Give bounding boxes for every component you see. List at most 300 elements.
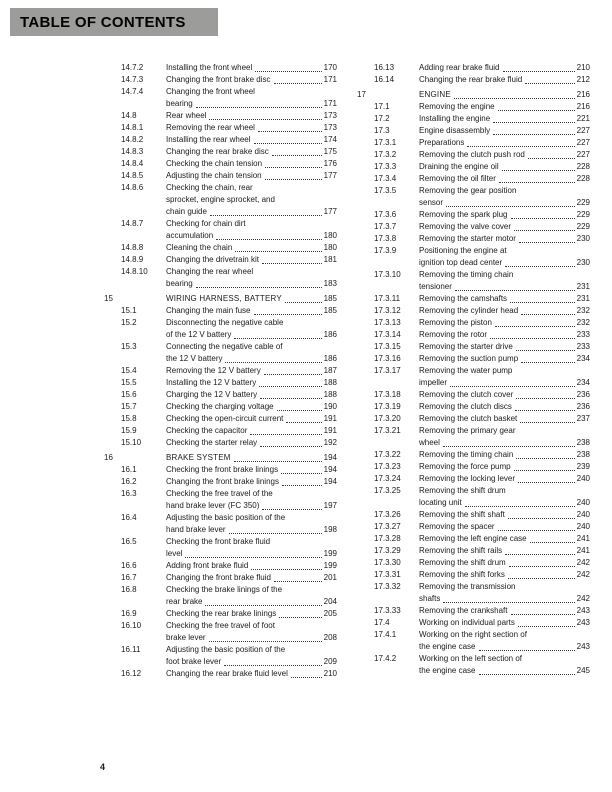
- toc-entry[interactable]: [357, 233, 590, 245]
- toc-entry-title: Removing the clutch cover: [419, 390, 514, 399]
- dot-leader: [234, 338, 321, 339]
- toc-entry[interactable]: [104, 572, 337, 584]
- toc-entry-number: 17.3.28: [374, 534, 401, 543]
- toc-entry-page: 194: [323, 477, 337, 486]
- toc-entry-number: 17.4.2: [374, 654, 397, 663]
- toc-entry-title: Changing the front brake linings: [166, 477, 279, 486]
- toc-column-left: [104, 62, 337, 680]
- toc-entry-number: 17.3.23: [374, 462, 401, 471]
- toc-entry-number: 17.3.15: [374, 342, 401, 351]
- toc-entry-page: 186: [323, 354, 337, 363]
- toc-entry-number: 17.3.2: [374, 150, 397, 159]
- toc-entry-page: 228: [576, 174, 590, 183]
- toc-entry-page: 183: [323, 279, 337, 288]
- toc-entry[interactable]: [357, 653, 590, 677]
- toc-entry-title: Checking the starter relay: [166, 438, 258, 447]
- toc-entry[interactable]: [357, 605, 590, 617]
- toc-entry-page: 204: [323, 597, 337, 606]
- toc-entry-number: 17.3.31: [374, 570, 401, 579]
- toc-entry-title: Preparations: [419, 138, 465, 147]
- toc-entry[interactable]: [104, 413, 337, 425]
- dot-leader: [264, 374, 322, 375]
- toc-entry-title: Removing the camshafts: [419, 294, 508, 303]
- toc-entry-number: 15.10: [121, 438, 142, 447]
- toc-entry-title: Removing the crankshaft: [419, 606, 508, 615]
- toc-entry-title: Removing the locking lever: [419, 474, 516, 483]
- toc-entry-number: 17.3.9: [374, 246, 397, 255]
- dot-leader: [498, 110, 575, 111]
- toc-entry-page: 241: [576, 534, 590, 543]
- toc-entry-title: hand brake lever (FC 350): [166, 501, 260, 510]
- toc-entry-page: 236: [576, 390, 590, 399]
- toc-entry-title: Changing the front brake fluid: [166, 573, 271, 582]
- toc-entry-page: 234: [576, 378, 590, 387]
- toc-entry[interactable]: [357, 425, 590, 449]
- toc-entry-number: 16.6: [121, 561, 137, 570]
- toc-entry-number: 15.3: [121, 342, 137, 351]
- toc-entry[interactable]: [104, 452, 337, 464]
- toc-entry-title: Rear wheel: [166, 111, 207, 120]
- toc-entry-title: level: [166, 549, 183, 558]
- toc-entry-title: Removing the timing chain: [419, 270, 514, 279]
- toc-entry-number: 17.3.29: [374, 546, 401, 555]
- toc-entry-page: 243: [576, 606, 590, 615]
- toc-entry-page: 188: [323, 390, 337, 399]
- toc-entry[interactable]: [104, 170, 337, 182]
- dot-leader: [260, 398, 321, 399]
- toc-entry-title: Removing the gear position: [419, 186, 517, 195]
- toc-entry-page: 199: [323, 561, 337, 570]
- toc-entry[interactable]: [104, 401, 337, 413]
- toc-entry-number: 14.8.9: [121, 255, 144, 264]
- dot-leader: [291, 677, 322, 678]
- toc-entry[interactable]: [357, 305, 590, 317]
- dot-leader: [265, 179, 322, 180]
- dot-leader: [274, 581, 322, 582]
- toc-entry-number: 16.13: [374, 63, 395, 72]
- toc-entry-number: 16.1: [121, 465, 137, 474]
- dot-leader: [235, 251, 321, 252]
- toc-entry[interactable]: [104, 476, 337, 488]
- toc-entry-title: Removing the suction pump: [419, 354, 519, 363]
- toc-entry-number: 17.3.22: [374, 450, 401, 459]
- toc-entry-title: Connecting the negative cable of: [166, 342, 283, 351]
- dot-leader: [521, 314, 574, 315]
- toc-entry-title: Installing the 12 V battery: [166, 378, 257, 387]
- toc-entry-title: brake lever: [166, 633, 206, 642]
- toc-entry-number: 15.6: [121, 390, 137, 399]
- toc-entry-page: 227: [576, 138, 590, 147]
- toc-entry-number: 17.3.27: [374, 522, 401, 531]
- toc-entry-number: 16.8: [121, 585, 137, 594]
- toc-entry-title: bearing: [166, 99, 193, 108]
- toc-entry-title: Working on the left section of: [419, 654, 523, 663]
- toc-entry[interactable]: [104, 560, 337, 572]
- dot-leader: [503, 71, 575, 72]
- toc-entry[interactable]: [357, 473, 590, 485]
- toc-entry[interactable]: [357, 545, 590, 557]
- toc-entry-page: 181: [323, 255, 337, 264]
- dot-leader: [530, 542, 575, 543]
- toc-entry-title: Changing the front brake disc: [166, 75, 271, 84]
- toc-entry[interactable]: [357, 569, 590, 581]
- toc-entry-title: Removing the starter drive: [419, 342, 513, 351]
- toc-entry-title: chain guide: [166, 207, 207, 216]
- dot-leader: [286, 422, 321, 423]
- toc-entry-title: rear brake: [166, 597, 203, 606]
- toc-entry[interactable]: [357, 449, 590, 461]
- toc-entry-title: Removing the engine: [419, 102, 495, 111]
- dot-leader: [281, 473, 322, 474]
- toc-entry-page: 242: [576, 558, 590, 567]
- toc-entry-title: sprocket, engine sprocket, and: [166, 195, 275, 204]
- dot-leader: [505, 554, 574, 555]
- toc-entry[interactable]: [104, 464, 337, 476]
- toc-entry-title: Removing the 12 V battery: [166, 366, 261, 375]
- toc-entry-title: Changing the front wheel: [166, 87, 255, 96]
- dot-leader: [511, 614, 575, 615]
- toc-entry-page: 238: [576, 438, 590, 447]
- toc-entry-page: 209: [323, 657, 337, 666]
- page-title: TABLE OF CONTENTS: [20, 13, 186, 31]
- dot-leader: [520, 422, 574, 423]
- toc-entry-title: Adjusting the basic position of the: [166, 513, 286, 522]
- toc-entry-page: 240: [576, 510, 590, 519]
- toc-entry-number: 16.11: [121, 645, 141, 654]
- toc-entry-number: 15: [104, 294, 113, 303]
- toc-entry-title: Checking the chain, rear: [166, 183, 253, 192]
- toc-entry-title: Checking the charging voltage: [166, 402, 274, 411]
- toc-entry-page: 233: [576, 342, 590, 351]
- toc-entry[interactable]: [104, 536, 337, 560]
- toc-entry-title: Working on the right section of: [419, 630, 527, 639]
- toc-entry-page: 232: [576, 306, 590, 315]
- toc-entry-title: Removing the shift drum: [419, 486, 506, 495]
- toc-entry-page: 229: [576, 198, 590, 207]
- dot-leader: [205, 605, 321, 606]
- toc-entry[interactable]: [104, 317, 337, 341]
- toc-entry-number: 14.7.3: [121, 75, 144, 84]
- toc-entry[interactable]: [357, 137, 590, 149]
- toc-entry-page: 243: [576, 618, 590, 627]
- dot-leader: [185, 557, 321, 558]
- toc-entry[interactable]: [104, 122, 337, 134]
- toc-entry[interactable]: [357, 329, 590, 341]
- toc-entry[interactable]: [357, 317, 590, 329]
- dot-leader: [224, 665, 322, 666]
- toc-entry-page: 180: [323, 231, 337, 240]
- toc-entry[interactable]: [357, 89, 590, 101]
- dot-leader: [521, 362, 574, 363]
- toc-entry-page: 177: [323, 207, 337, 216]
- dot-leader: [282, 485, 322, 486]
- toc-entry-page: 188: [323, 378, 337, 387]
- dot-leader: [518, 482, 575, 483]
- toc-entry[interactable]: [104, 74, 337, 86]
- dot-leader: [495, 326, 575, 327]
- toc-entry-number: 17.3.14: [374, 330, 401, 339]
- toc-entry[interactable]: [357, 485, 590, 509]
- toc-entry[interactable]: [104, 377, 337, 389]
- toc-entry-title: Adjusting the basic position of the: [166, 645, 286, 654]
- toc-entry-page: 192: [323, 438, 337, 447]
- toc-entry-title: Adding rear brake fluid: [419, 63, 500, 72]
- toc-entry[interactable]: [104, 341, 337, 365]
- toc-entry-number: 17.3.21: [374, 426, 401, 435]
- toc-entry[interactable]: [104, 110, 337, 122]
- toc-entry[interactable]: [357, 125, 590, 137]
- toc-entry[interactable]: [104, 620, 337, 644]
- dot-leader: [514, 470, 575, 471]
- toc-entry-page: 197: [323, 501, 337, 510]
- toc-entry[interactable]: [357, 62, 590, 74]
- toc-entry-number: 17.3.16: [374, 354, 401, 363]
- toc-entry-page: 212: [576, 75, 590, 84]
- page-number: 4: [100, 762, 106, 772]
- toc-entry-page: 171: [323, 75, 337, 84]
- toc-entry-title: Removing the clutch discs: [419, 402, 512, 411]
- dot-leader: [498, 530, 575, 531]
- toc-entry[interactable]: [357, 629, 590, 653]
- toc-entry[interactable]: [104, 293, 337, 305]
- toc-entry-title: bearing: [166, 279, 193, 288]
- toc-entry[interactable]: [357, 533, 590, 545]
- dot-leader: [250, 434, 321, 435]
- toc-entry-number: 15.1: [121, 306, 137, 315]
- toc-entry[interactable]: [104, 134, 337, 146]
- dot-leader: [518, 626, 575, 627]
- toc-entry[interactable]: [357, 353, 590, 365]
- toc-entry[interactable]: [357, 341, 590, 353]
- toc-entry[interactable]: [357, 269, 590, 293]
- toc-entry[interactable]: [104, 146, 337, 158]
- dot-leader: [259, 386, 321, 387]
- toc-entry-title: hand brake lever: [166, 525, 226, 534]
- toc-entry[interactable]: [104, 86, 337, 110]
- dot-leader: [229, 533, 322, 534]
- toc-entry[interactable]: [357, 221, 590, 233]
- toc-entry-number: 15.7: [121, 402, 137, 411]
- toc-entry-title: Adding front brake fluid: [166, 561, 249, 570]
- toc-entry-page: 198: [323, 525, 337, 534]
- toc-entry[interactable]: [104, 254, 337, 266]
- toc-entry-number: 17.1: [374, 102, 390, 111]
- toc-entry-number: 15.4: [121, 366, 137, 375]
- toc-entry-title: Changing the drivetrain kit: [166, 255, 259, 264]
- toc-entry-title: Removing the spacer: [419, 522, 495, 531]
- toc-entry-page: 242: [576, 570, 590, 579]
- toc-entry[interactable]: [104, 425, 337, 437]
- toc-entry-page: 173: [323, 111, 337, 120]
- toc-entry[interactable]: [357, 557, 590, 569]
- toc-entry[interactable]: [104, 365, 337, 377]
- toc-entry-page: 210: [576, 63, 590, 72]
- toc-entry-title: Removing the rotor: [419, 330, 488, 339]
- toc-entry-number: 14.8.10: [121, 267, 148, 276]
- toc-entry-title: Changing the main fuse: [166, 306, 251, 315]
- toc-entry[interactable]: [104, 218, 337, 242]
- toc-entry-page: 205: [323, 609, 337, 618]
- toc-entry[interactable]: [357, 401, 590, 413]
- toc-entry-page: 240: [576, 498, 590, 507]
- toc-entry[interactable]: [357, 617, 590, 629]
- toc-entry-page: 177: [323, 171, 337, 180]
- toc-entry[interactable]: [357, 461, 590, 473]
- toc-entry[interactable]: [104, 182, 337, 218]
- toc-entry-number: 15.9: [121, 426, 137, 435]
- toc-entry-number: 16.2: [121, 477, 137, 486]
- dot-leader: [490, 338, 575, 339]
- dot-leader: [479, 650, 575, 651]
- toc-entry-number: 14.7.4: [121, 87, 144, 96]
- toc-entry-page: 185: [323, 294, 337, 303]
- toc-entry[interactable]: [357, 74, 590, 86]
- dot-leader: [234, 461, 322, 462]
- toc-entry-title: Removing the starter motor: [419, 234, 516, 243]
- dot-leader: [196, 107, 322, 108]
- toc-entry-number: 15.2: [121, 318, 137, 327]
- toc-entry-number: 17.2: [374, 114, 390, 123]
- dot-leader: [455, 290, 575, 291]
- toc-entry-title: Checking for chain dirt: [166, 219, 246, 228]
- toc-entry-number: 14.8.1: [121, 123, 144, 132]
- toc-entry-title: Changing the rear wheel: [166, 267, 254, 276]
- toc-entry[interactable]: [104, 668, 337, 680]
- toc-entry-title: Changing the rear brake disc: [166, 147, 269, 156]
- dot-leader: [465, 506, 575, 507]
- dot-leader: [251, 569, 321, 570]
- toc-entry-number: 17.3.20: [374, 414, 401, 423]
- dot-leader: [265, 167, 322, 168]
- toc-entry-title: Checking the open-circuit current: [166, 414, 284, 423]
- toc-entry[interactable]: [104, 512, 337, 536]
- toc-entry-title: Checking the free travel of the: [166, 489, 273, 498]
- dot-leader: [511, 218, 575, 219]
- toc-entry[interactable]: [104, 158, 337, 170]
- toc-entry-page: 239: [576, 462, 590, 471]
- toc-entry[interactable]: [357, 185, 590, 209]
- toc-entry-title: Removing the oil filter: [419, 174, 496, 183]
- toc-entry[interactable]: [357, 581, 590, 605]
- dot-leader: [493, 122, 574, 123]
- toc-entry-page: 216: [576, 102, 590, 111]
- toc-entry-page: 241: [576, 546, 590, 555]
- toc-entry-number: 15.8: [121, 414, 137, 423]
- toc-entry-page: 228: [576, 162, 590, 171]
- toc-entry-page: 173: [323, 123, 337, 132]
- toc-entry[interactable]: [357, 161, 590, 173]
- toc-entry[interactable]: [104, 242, 337, 254]
- toc-entry[interactable]: [357, 245, 590, 269]
- toc-entry-page: 229: [576, 222, 590, 231]
- toc-entry-title: BRAKE SYSTEM: [166, 453, 231, 462]
- dot-leader: [277, 410, 322, 411]
- dot-leader: [467, 146, 574, 147]
- toc-entry[interactable]: [104, 644, 337, 668]
- toc-entry-title: Removing the shift drum: [419, 558, 506, 567]
- toc-entry-title: Removing the cylinder head: [419, 306, 519, 315]
- toc-entry[interactable]: [104, 437, 337, 449]
- toc-entry-title: Removing the clutch basket: [419, 414, 518, 423]
- toc-entry-number: 17.3.17: [374, 366, 401, 375]
- toc-entry-number: 17.3.1: [374, 138, 397, 147]
- toc-entry-number: 17.3.10: [374, 270, 401, 279]
- toc-entry-number: 16.5: [121, 537, 137, 546]
- toc-entry-number: 17.3.6: [374, 210, 397, 219]
- dot-leader: [516, 350, 575, 351]
- toc-entry[interactable]: [357, 149, 590, 161]
- toc-entry[interactable]: [357, 209, 590, 221]
- toc-entry-title: the engine case: [419, 642, 476, 651]
- toc-entry-page: 230: [576, 258, 590, 267]
- toc-entry-number: 17.3.11: [374, 294, 401, 303]
- dot-leader: [285, 302, 322, 303]
- toc-entry-page: 231: [576, 282, 590, 291]
- dot-leader: [502, 170, 575, 171]
- toc-entry-title: Removing the force pump: [419, 462, 511, 471]
- toc-entry-number: 16: [104, 453, 113, 462]
- toc-entry[interactable]: [104, 389, 337, 401]
- toc-entry[interactable]: [104, 305, 337, 317]
- toc-entry-title: WIRING HARNESS, BATTERY: [166, 294, 282, 303]
- toc-entry-title: Removing the valve cover: [419, 222, 512, 231]
- toc-entry[interactable]: [357, 113, 590, 125]
- toc-entry-page: 216: [576, 90, 590, 99]
- toc-entry-title: shafts: [419, 594, 441, 603]
- toc-entry[interactable]: [357, 509, 590, 521]
- toc-entry-number: 14.8.3: [121, 147, 144, 156]
- toc-entry-title: Removing the shift forks: [419, 570, 505, 579]
- toc-entry-page: 180: [323, 243, 337, 252]
- toc-entry[interactable]: [104, 608, 337, 620]
- toc-entry[interactable]: [357, 413, 590, 425]
- toc-entry-title: Checking the front brake fluid: [166, 537, 271, 546]
- toc-entry-title: Checking the rear brake linings: [166, 609, 277, 618]
- toc-entry[interactable]: [357, 521, 590, 533]
- toc-entry-page: 238: [576, 450, 590, 459]
- toc-entry-title: accumulation: [166, 231, 214, 240]
- dot-leader: [514, 230, 575, 231]
- toc-entry-number: 14.8.7: [121, 219, 144, 228]
- toc-entry[interactable]: [104, 584, 337, 608]
- toc-entry-number: 16.7: [121, 573, 137, 582]
- toc-entry-page: 227: [576, 126, 590, 135]
- toc-entry-title: Charging the 12 V battery: [166, 390, 258, 399]
- toc-entry-title: Positioning the engine at: [419, 246, 507, 255]
- toc-entry[interactable]: [357, 101, 590, 113]
- toc-entry-title: Working on individual parts: [419, 618, 515, 627]
- toc-entry[interactable]: [357, 365, 590, 389]
- toc-entry[interactable]: [104, 488, 337, 512]
- toc-entry-title: of the 12 V battery: [166, 330, 232, 339]
- toc-entry-page: 199: [323, 549, 337, 558]
- header-bar: [10, 8, 218, 36]
- toc-entry-title: wheel: [419, 438, 440, 447]
- toc-entry-number: 17.3.26: [374, 510, 401, 519]
- toc-entry-number: 16.12: [121, 669, 142, 678]
- toc-entry[interactable]: [357, 293, 590, 305]
- toc-entry-title: ENGINE: [419, 90, 451, 99]
- toc-entry[interactable]: [357, 389, 590, 401]
- toc-entry-page: 221: [576, 114, 590, 123]
- toc-entry[interactable]: [104, 266, 337, 290]
- toc-entry[interactable]: [357, 173, 590, 185]
- toc-entry-title: Installing the rear wheel: [166, 135, 251, 144]
- toc-entry[interactable]: [104, 62, 337, 74]
- toc-entry-number: 16.4: [121, 513, 137, 522]
- toc-entry-number: 17.3.4: [374, 174, 397, 183]
- toc-entry-number: 14.8: [121, 111, 137, 120]
